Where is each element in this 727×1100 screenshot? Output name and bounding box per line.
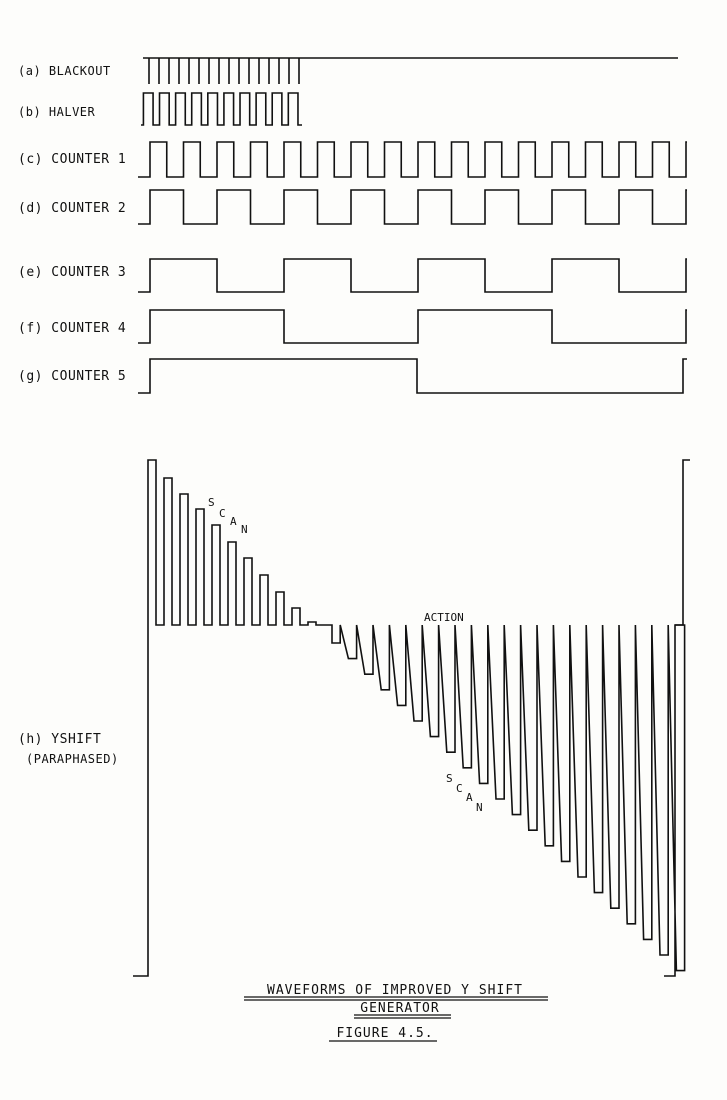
counter-1-wave [138, 142, 687, 177]
label-paraphased: (PARAPHASED) [26, 752, 119, 766]
yshift-wave [133, 460, 685, 976]
blackout-pulses [149, 58, 299, 84]
action-label: ACTION [424, 611, 464, 624]
counter-3-wave [138, 259, 687, 292]
caption-title-line-1: WAVEFORMS OF IMPROVED Y SHIFT [267, 983, 523, 998]
scan-lower-s: S [446, 772, 453, 785]
counter-5-wave [138, 359, 687, 393]
label-counter-5: (g) COUNTER 5 [18, 369, 127, 384]
scan-lower-c: C [456, 782, 463, 795]
scan-upper-a: A [230, 515, 237, 528]
caption-figure-number: FIGURE 4.5. [336, 1026, 434, 1041]
label-yshift: (h) YSHIFT [18, 732, 102, 747]
label-halver: (b) HALVER [18, 105, 96, 119]
scan-lower-n: N [476, 801, 483, 814]
counter-4-wave [138, 310, 687, 343]
scan-lower-a: A [466, 791, 473, 804]
scan-upper-n: N [241, 523, 248, 536]
caption-title-line-2: GENERATOR [360, 1001, 440, 1016]
label-blackout: (a) BLACKOUT [18, 64, 111, 78]
counter-2-wave [138, 190, 687, 224]
label-counter-2: (d) COUNTER 2 [18, 201, 127, 216]
halver-wave [141, 93, 302, 125]
label-counter-1: (c) COUNTER 1 [18, 152, 127, 167]
label-counter-3: (e) COUNTER 3 [18, 265, 127, 280]
scan-upper-s: S [208, 496, 215, 509]
scan-upper-c: C [219, 507, 226, 520]
yshift-right-edge [675, 460, 690, 625]
label-counter-4: (f) COUNTER 4 [18, 321, 127, 336]
